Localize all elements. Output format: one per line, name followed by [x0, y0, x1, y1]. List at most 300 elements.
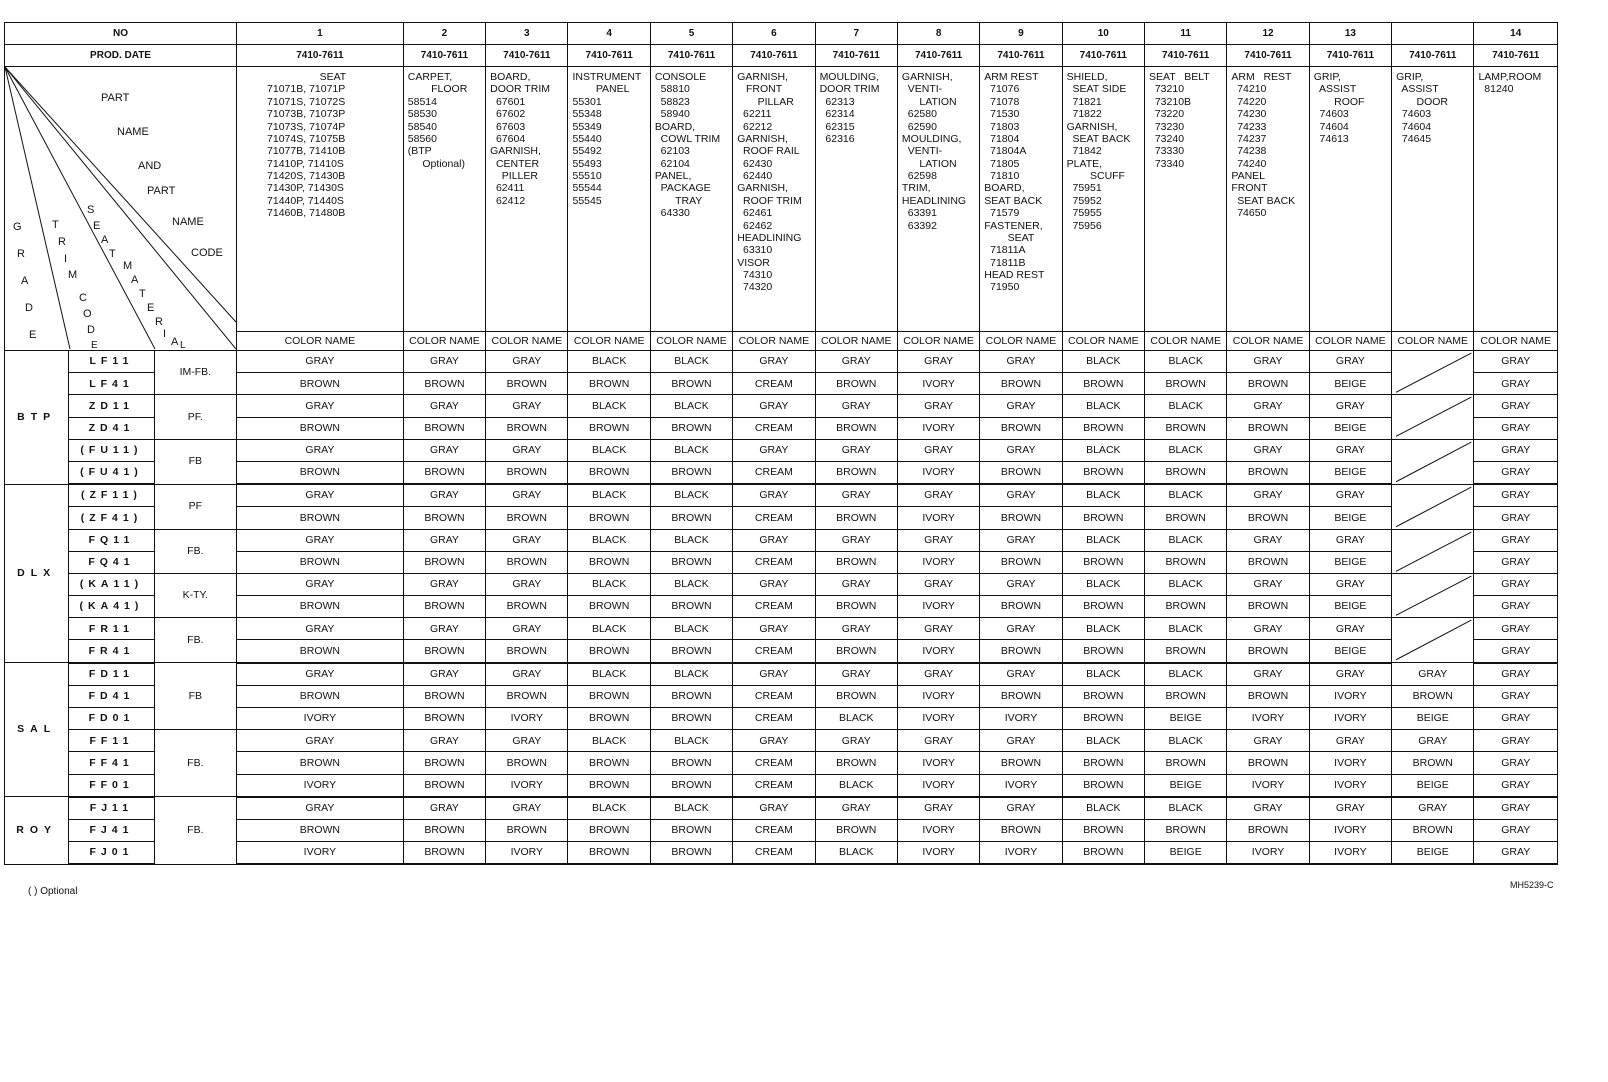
color-cell: BROWN [403, 596, 485, 618]
color-cell: IVORY [980, 842, 1062, 865]
part-list-col-13 [1309, 67, 1391, 332]
color-cell: GRAY [1309, 797, 1391, 820]
color-name-header-6: COLOR NAME [733, 332, 815, 351]
color-cell: BLACK [650, 663, 732, 686]
part-list [486, 67, 567, 207]
color-cell: BROWN [1062, 507, 1144, 529]
color-cell: GRAY [237, 395, 404, 417]
color-cell: GRAY [403, 618, 485, 640]
color-cell: BROWN [1062, 819, 1144, 841]
color-cell: IVORY [897, 685, 979, 707]
part-list [816, 67, 897, 145]
part-line: SEAT BACK [984, 194, 1043, 207]
table-row [5, 529, 1558, 551]
color-cell: GRAY [1474, 417, 1558, 439]
part-line: 62104 [654, 157, 690, 170]
color-cell: CREAM [733, 461, 815, 484]
color-cell: BROWN [1062, 596, 1144, 618]
diag-trim-m: M [68, 269, 78, 281]
part-list-col-5 [650, 67, 732, 332]
color-cell: GRAY [815, 730, 897, 752]
color-cell: BROWN [403, 842, 485, 865]
not-applicable-cell [1392, 395, 1474, 439]
color-cell: GRAY [1309, 395, 1391, 417]
color-cell: IVORY [486, 842, 568, 865]
color-cell: GRAY [403, 573, 485, 595]
color-cell: GRAY [237, 439, 404, 461]
color-cell: BROWN [1145, 417, 1227, 439]
part-line: 71811B [984, 256, 1026, 269]
color-cell: BROWN [980, 373, 1062, 395]
part-line: 71810 [984, 170, 1020, 182]
column-no-12: 12 [1227, 23, 1309, 45]
color-cell: BROWN [1145, 551, 1227, 573]
part-line: 58530 [407, 108, 437, 121]
color-cell: CREAM [733, 774, 815, 797]
part-list [568, 67, 649, 207]
color-cell: IVORY [897, 373, 979, 395]
color-cell: BROWN [1145, 819, 1227, 841]
color-name-header-1: COLOR NAME [237, 332, 404, 351]
color-cell: GRAY [403, 730, 485, 752]
color-cell: GRAY [733, 529, 815, 551]
color-cell: GRAY [403, 529, 485, 551]
color-cell: BROWN [237, 819, 404, 841]
color-cell: GRAY [1227, 573, 1309, 595]
part-line: 73210 [1149, 83, 1185, 96]
color-cell: BROWN [1145, 461, 1227, 484]
color-cell: GRAY [1474, 752, 1558, 774]
part-line: 55301 [572, 95, 602, 108]
table-row [5, 484, 1558, 507]
part-list [1145, 67, 1226, 170]
column-no-1: 1 [237, 23, 404, 45]
color-cell: GRAY [897, 484, 979, 507]
color-cell: BROWN [980, 640, 1062, 663]
part-line: 71804 [984, 132, 1020, 145]
part-line: 74603 [1396, 108, 1432, 121]
color-cell: BROWN [650, 708, 732, 730]
part-line: (BTP [407, 145, 432, 158]
color-cell: BLACK [1145, 351, 1227, 373]
diag-grade-g: G [13, 221, 22, 233]
part-line: 62315 [819, 120, 855, 133]
color-cell: GRAY [980, 351, 1062, 373]
part-line: GARNISH, [737, 71, 788, 83]
table-row [5, 596, 1558, 618]
color-cell: CREAM [733, 819, 815, 841]
color-cell: BROWN [980, 685, 1062, 707]
color-cell: BEIGE [1392, 708, 1474, 730]
color-cell: BROWN [815, 373, 897, 395]
trim-code-cell: FF01 [69, 774, 154, 797]
color-name-header-11: COLOR NAME [1145, 332, 1227, 351]
part-list [1227, 67, 1308, 220]
column-prod-date-3: 7410-7611 [486, 45, 568, 67]
part-line: FLOOR [407, 83, 468, 96]
part-line: MOULDING, [819, 71, 880, 83]
color-cell: GRAY [1474, 507, 1558, 529]
color-cell: BROWN [650, 774, 732, 797]
part-line: 58514 [407, 95, 437, 108]
color-cell: GRAY [980, 618, 1062, 640]
part-line: PANEL, [654, 170, 692, 182]
color-cell: IVORY [1309, 752, 1391, 774]
part-line: 74210 [1231, 83, 1267, 96]
color-cell: BROWN [1392, 685, 1474, 707]
color-cell: BROWN [403, 708, 485, 730]
color-cell: BROWN [1062, 685, 1144, 707]
part-line: GARNISH, [737, 182, 788, 195]
column-no-13: 13 [1309, 23, 1391, 45]
part-list [980, 67, 1061, 294]
part-line: 62440 [737, 170, 773, 182]
part-line: 71805 [984, 157, 1020, 170]
part-line: 74220 [1231, 95, 1267, 108]
color-cell: GRAY [1227, 663, 1309, 686]
color-cell: GRAY [733, 573, 815, 595]
column-no-11: 11 [1145, 23, 1227, 45]
part-line: 73340 [1149, 157, 1185, 170]
color-cell: BLACK [568, 618, 650, 640]
color-cell: GRAY [403, 439, 485, 461]
trim-code-cell: FF11 [69, 730, 154, 752]
color-cell: GRAY [486, 529, 568, 551]
slash-mark [1392, 440, 1473, 484]
column-no-4: 4 [568, 23, 650, 45]
part-line: 74230 [1231, 108, 1267, 121]
part-line: 71579 [984, 207, 1020, 220]
part-list-col-14 [1392, 67, 1474, 332]
diag-trim-t: T [52, 219, 59, 231]
part-line: INSTRUMENT [572, 71, 642, 83]
color-name-header-10: COLOR NAME [1062, 332, 1144, 351]
color-cell: GRAY [1474, 551, 1558, 573]
seat-material-cell: K-TY. [154, 573, 236, 617]
part-line: PANEL [572, 83, 630, 96]
part-list [733, 67, 814, 294]
diagonal-lines [5, 67, 236, 350]
part-line: 63392 [901, 219, 937, 232]
color-cell: GRAY [1474, 395, 1558, 417]
part-line: 71804A [984, 145, 1027, 158]
color-cell: BROWN [980, 819, 1062, 841]
color-cell: BLACK [568, 351, 650, 373]
color-cell: BROWN [1227, 752, 1309, 774]
part-line: 62412 [490, 194, 526, 207]
color-cell: BROWN [1145, 373, 1227, 395]
color-cell: GRAY [486, 618, 568, 640]
part-line: 73230 [1149, 120, 1185, 133]
color-name-header-2: COLOR NAME [403, 332, 485, 351]
trim-code-cell: (ZF41) [69, 507, 154, 529]
color-name-header-5: COLOR NAME [650, 332, 732, 351]
color-cell: GRAY [1474, 774, 1558, 797]
color-cell: GRAY [815, 618, 897, 640]
color-cell: BROWN [650, 507, 732, 529]
trim-code-cell: FJ01 [69, 842, 154, 865]
grade-cell: SAL [5, 663, 69, 797]
color-cell: GRAY [1474, 596, 1558, 618]
part-line: 62411 [490, 182, 525, 195]
color-cell: BROWN [815, 752, 897, 774]
trim-code-cell: LF11 [69, 351, 154, 373]
part-line: 55492 [572, 145, 602, 158]
table-row [5, 685, 1558, 707]
color-cell: IVORY [237, 708, 404, 730]
color-cell: BROWN [1227, 417, 1309, 439]
part-line: MOULDING, [901, 132, 962, 145]
not-applicable-cell [1392, 618, 1474, 663]
trim-code-cell: (FU11) [69, 439, 154, 461]
color-cell: GRAY [1309, 351, 1391, 373]
color-cell: BROWN [815, 596, 897, 618]
column-no-10: 10 [1062, 23, 1144, 45]
part-line: VISOR [737, 256, 770, 269]
optional-note: ( ) Optional [28, 886, 78, 897]
color-cell: GRAY [1474, 573, 1558, 595]
part-line: SCUFF [1066, 170, 1125, 182]
column-no-14 [1392, 23, 1474, 45]
color-cell: GRAY [897, 395, 979, 417]
color-cell: BROWN [403, 373, 485, 395]
color-cell: GRAY [1227, 395, 1309, 417]
color-cell: GRAY [1474, 663, 1558, 686]
color-cell: BEIGE [1309, 507, 1391, 529]
part-line: 62313 [819, 95, 855, 108]
table-row [5, 395, 1558, 417]
not-applicable-cell [1392, 484, 1474, 529]
color-cell: GRAY [1309, 663, 1391, 686]
part-line: 73240 [1149, 132, 1185, 145]
diag-seat-e: E [93, 220, 101, 232]
color-cell: GRAY [897, 439, 979, 461]
part-line: 58560 [407, 132, 437, 145]
color-cell: CREAM [733, 507, 815, 529]
part-line: 62314 [819, 108, 855, 121]
color-cell: GRAY [980, 529, 1062, 551]
color-cell: BROWN [650, 752, 732, 774]
color-cell: BROWN [1062, 708, 1144, 730]
color-cell: BROWN [403, 507, 485, 529]
color-cell: BROWN [1227, 373, 1309, 395]
part-line: GARNISH, [901, 71, 953, 83]
color-cell: GRAY [733, 484, 815, 507]
part-line: 75955 [1066, 207, 1102, 220]
table-row [5, 507, 1558, 529]
color-cell: GRAY [980, 730, 1062, 752]
diag-part2-label: PART [147, 185, 176, 197]
part-line: ARM REST [984, 71, 1039, 83]
color-cell: BROWN [486, 507, 568, 529]
table-row [5, 417, 1558, 439]
color-cell: BLACK [1145, 573, 1227, 595]
column-prod-date-7: 7410-7611 [815, 45, 897, 67]
color-cell: IVORY [1309, 819, 1391, 841]
part-line: 71076 [984, 83, 1020, 96]
part-line: 74604 [1396, 120, 1432, 133]
color-cell: IVORY [1309, 685, 1391, 707]
diag-name2-label: NAME [172, 216, 204, 228]
column-prod-date-11: 7410-7611 [1145, 45, 1227, 67]
color-cell: BROWN [650, 373, 732, 395]
part-list-col-4 [568, 67, 650, 332]
color-cell: BROWN [486, 417, 568, 439]
column-prod-date-14: 7410-7611 [1392, 45, 1474, 67]
color-cell: BROWN [980, 417, 1062, 439]
color-cell: GRAY [897, 573, 979, 595]
part-list-col-1 [237, 67, 404, 332]
part-list [898, 67, 979, 232]
part-line: Optional) [407, 157, 465, 170]
color-cell: BLACK [1062, 439, 1144, 461]
part-line: 71440P, 71440S [267, 194, 344, 207]
color-cell: IVORY [1227, 842, 1309, 865]
part-line: DOOR [1396, 95, 1448, 108]
color-cell: GRAY [237, 663, 404, 686]
color-cell: BROWN [1145, 596, 1227, 618]
part-line: 74233 [1231, 120, 1267, 133]
grade-cell: DLX [5, 484, 69, 663]
color-cell: GRAY [1227, 484, 1309, 507]
color-cell: BLACK [815, 842, 897, 865]
part-line: 71078 [984, 95, 1020, 108]
color-cell: GRAY [1474, 730, 1558, 752]
column-no-8: 8 [897, 23, 979, 45]
color-cell: BROWN [486, 596, 568, 618]
part-line: 62461 [737, 207, 773, 220]
part-line: 71410P, 71410S [267, 157, 344, 170]
color-cell: BROWN [237, 507, 404, 529]
color-cell: BLACK [650, 529, 732, 551]
part-line: 74604 [1313, 120, 1349, 133]
color-cell: GRAY [1474, 797, 1558, 820]
color-cell: GRAY [403, 663, 485, 686]
color-cell: GRAY [1227, 618, 1309, 640]
part-line: 74650 [1231, 207, 1267, 220]
part-line: ASSIST [1313, 83, 1357, 96]
color-cell: BROWN [815, 507, 897, 529]
color-cell: GRAY [733, 395, 815, 417]
color-cell: GRAY [980, 484, 1062, 507]
color-cell: BROWN [568, 551, 650, 573]
color-cell: IVORY [1309, 774, 1391, 797]
color-cell: IVORY [897, 774, 979, 797]
color-cell: BROWN [237, 596, 404, 618]
part-line: 71811A [984, 244, 1026, 257]
part-line: BOARD, [490, 71, 531, 83]
color-cell: BROWN [1145, 640, 1227, 663]
diag-seat-t: T [109, 248, 116, 260]
color-cell: BLACK [815, 774, 897, 797]
part-list [1474, 67, 1557, 96]
part-line: CARPET, [407, 71, 453, 83]
diag-grade-e: E [29, 329, 37, 341]
part-line: 71071S, 71072S [267, 95, 346, 108]
part-line: 62316 [819, 132, 855, 145]
part-list-col-11 [1145, 67, 1227, 332]
color-cell: BROWN [568, 461, 650, 484]
table-row [5, 373, 1558, 395]
trim-code-cell: FD11 [69, 663, 154, 686]
part-line: DOOR TRIM [490, 83, 551, 96]
color-cell: BROWN [815, 417, 897, 439]
color-cell: BROWN [1227, 596, 1309, 618]
not-applicable-cell [1392, 439, 1474, 484]
color-cell: BROWN [568, 708, 650, 730]
part-line: HEADLINING [901, 194, 967, 207]
color-name-header-15: COLOR NAME [1474, 332, 1558, 351]
part-line: 58810 [654, 83, 690, 96]
color-cell: BLACK [1145, 395, 1227, 417]
seat-material-cell: FB. [154, 797, 236, 865]
diag-material-e: E [147, 302, 155, 314]
slash-mark [1392, 618, 1473, 662]
color-cell: GRAY [815, 797, 897, 820]
part-list-col-10 [1062, 67, 1144, 332]
color-name-header-13: COLOR NAME [1309, 332, 1391, 351]
color-cell: CREAM [733, 842, 815, 865]
color-cell: BLACK [650, 797, 732, 820]
color-cell: GRAY [403, 395, 485, 417]
color-cell: GRAY [403, 797, 485, 820]
color-cell: BEIGE [1145, 842, 1227, 865]
color-cell: GRAY [486, 730, 568, 752]
part-line: PILLER [490, 170, 538, 182]
color-cell: BROWN [815, 685, 897, 707]
color-cell: GRAY [1227, 797, 1309, 820]
part-line: GRIP, [1396, 71, 1424, 83]
color-cell: BLACK [568, 439, 650, 461]
color-cell: BLACK [568, 730, 650, 752]
trim-code-cell: FR11 [69, 618, 154, 640]
part-line: 73220 [1149, 108, 1185, 121]
part-line: PILLAR [737, 95, 794, 108]
color-cell: BROWN [403, 551, 485, 573]
table-row [5, 708, 1558, 730]
trim-code-cell: ZD11 [69, 395, 154, 417]
color-cell: BROWN [568, 417, 650, 439]
part-line: 74645 [1396, 132, 1432, 145]
color-cell: BROWN [403, 640, 485, 663]
table-row [5, 774, 1558, 797]
column-prod-date-10: 7410-7611 [1062, 45, 1144, 67]
color-cell: GRAY [815, 484, 897, 507]
color-cell: BROWN [486, 752, 568, 774]
trim-code-cell: FQ11 [69, 529, 154, 551]
part-line: 58940 [654, 108, 690, 121]
part-line: 71530 [984, 108, 1020, 121]
color-cell: GRAY [1474, 618, 1558, 640]
diag-material-a: A [131, 274, 139, 286]
column-prod-date-12: 7410-7611 [1227, 45, 1309, 67]
trim-code-cell: FR41 [69, 640, 154, 663]
color-cell: GRAY [733, 439, 815, 461]
color-cell: GRAY [1227, 730, 1309, 752]
trim-code-cell: (KA41) [69, 596, 154, 618]
color-cell: BROWN [568, 819, 650, 841]
color-cell: GRAY [237, 730, 404, 752]
color-cell: BROWN [568, 373, 650, 395]
color-cell: GRAY [733, 797, 815, 820]
part-line: 64330 [654, 207, 690, 220]
color-cell: BROWN [650, 551, 732, 573]
color-cell: GRAY [897, 529, 979, 551]
part-line: 71430P, 71430S [267, 182, 344, 195]
color-cell: GRAY [1309, 618, 1391, 640]
color-cell: GRAY [1227, 529, 1309, 551]
color-cell: GRAY [1227, 439, 1309, 461]
